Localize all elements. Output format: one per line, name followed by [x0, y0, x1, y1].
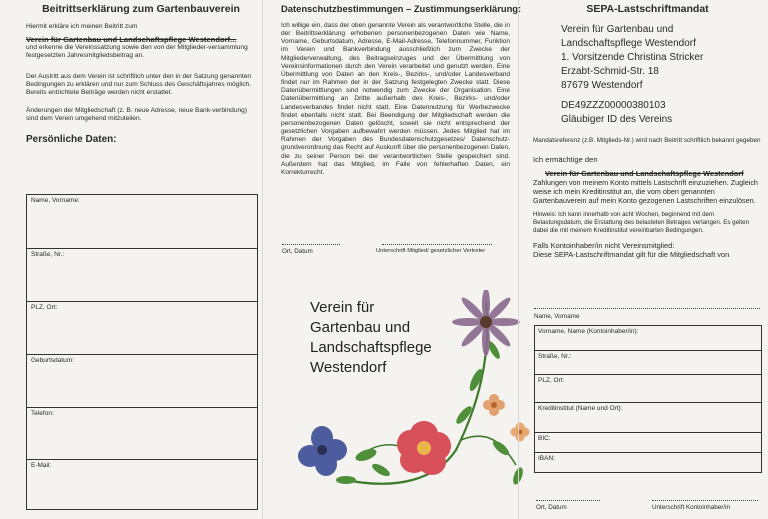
sepa-zip-city-label: PLZ, Ort:: [538, 377, 565, 384]
phone-field-label: Telefon:: [31, 410, 54, 417]
club-name-struck-sepa: Verein für Gartenbau und Landschaftspflege Westendorf: [545, 168, 744, 178]
creditor-id: DE49ZZZ00000380103: [561, 100, 666, 111]
email-field[interactable]: [27, 459, 257, 510]
account-holder-name-label: Vorname, Name (Kontoinhaber/in):: [538, 328, 639, 335]
personal-data-form: [26, 194, 258, 510]
changes-text: Änderungen der Mitgliedschaft (z. B. neue Adresse, neue Bank-verbindung) sind dem Verein umgehend mitzuteilen.: [26, 107, 248, 123]
account-holder-signature-label: Unterschrift Kontoinhaber/in: [652, 504, 731, 511]
nonmember-text: Falls Kontoinhaber/in nicht Vereinsmitglied:: [533, 240, 675, 250]
creditor-address: [561, 23, 762, 127]
sepa-street-field[interactable]: [535, 350, 761, 375]
birthdate-field-label: Geburtsdatum:: [31, 357, 74, 364]
zip-city-field-label: PLZ, Ort:: [31, 304, 58, 311]
nonmember-text-2: Diese SEPA-Lastschriftmandat gilt für die Mitgliedschaft von: [533, 250, 730, 260]
zip-city-field[interactable]: [27, 301, 257, 355]
address-line: Verein für Gartenbau und: [561, 24, 674, 35]
date-label: Ort, Datum: [282, 248, 313, 255]
personal-data-heading: Persönliche Daten:: [26, 133, 117, 145]
member-signature-line[interactable]: [382, 244, 492, 245]
address-line: Landschaftspflege Westendorf: [561, 38, 696, 49]
membership-title: Beitrittserklärung zum Gartenbauverein: [42, 3, 240, 15]
member-name-line[interactable]: [534, 308, 760, 309]
phone-field[interactable]: [27, 407, 257, 460]
exit-text: Der Austritt aus dem Verein ist schriftlich unter den in der Satzung genannten Bedingungen zu erklären und nur zum Schluss des Geschäftsjahres möglich. Bereits entrichtete Beiträge werden nicht erstattet.: [26, 72, 252, 97]
name-field[interactable]: [27, 195, 257, 248]
authorize-text: Ich ermächtige den: [533, 155, 598, 165]
logo-line: Landschaftspflege: [310, 339, 432, 356]
address-line: 87679 Westendorf: [561, 80, 643, 91]
bank-name-label: Kreditinstitut (Name und Ort):: [538, 405, 623, 412]
birthdate-field[interactable]: [27, 354, 257, 408]
sepa-date-label: Ort, Datum: [536, 504, 567, 511]
iban-field[interactable]: [535, 452, 761, 473]
email-field-label: E-Mail:: [31, 462, 52, 469]
privacy-body: Ich willige ein, dass der oben genannte Verein als verantwortliche Stelle, die in der Beitrittserklärung erhobenen personenbezogenen Daten wie Name, Vorname, Geburtsdatum, Adresse, E-Mail-Adresse, Telefonnummer, Funktion im Verein und Bankverbindung ausschließlich zum Zwecke der Mitgliederverwaltung, des Beitragseinzuges und der Übermittlung von Vereinsinformationen durch den Verein verarbeitet und genutzt werden. Eine Übermittlung von Daten an den Kreis-, Bezirks-, und/oder Landesverband findet nur im Rahmen der in der Satzung festgelegten Zwecke statt. Diese Datenübermittlungen sind notwendig zum Zwecke der Organisation. Eine Datenübermittlung an Dritte außerhalb des Kreis-, Bezirks- und/oder Landesverbandes findet nicht statt. Eine Datennutzung für Werbezwecke findet ebenfalls nicht statt. Bei Beendigung der Mitgliedschaft werden die personenbezogenen Daten gelöscht, soweit sie nicht entsprechend der gesetzlichen Vorgaben aufbewahrt werden müssen. Jedes Mitglied hat im Rahmen der Vorgaben des Bundesdatenschutzgesetzes/ Datenschutz-grundverordnung das Recht auf Auskunft über die personenbezogenen Daten, die zu seiner Person bei der verantwortlichen Stelle gespeichert sind. Außerdem hat das Mitglied, im Falle von fehlerhaften Daten, ein Korrekturrecht.: [281, 22, 510, 176]
street-field-label: Straße, Nr.:: [31, 251, 65, 258]
intro-text-2: und erkenne die Vereinssatzung sowie den von der Mitglieder-versammlung festgesetzten Jahresmitgliedsbeitrag an.: [26, 44, 248, 60]
club-name-struck: Verein für Gartenbau und Landschaftspflege Westendorf...: [26, 35, 237, 45]
logo-line: Verein für: [310, 299, 375, 316]
bank-name-field[interactable]: [535, 402, 761, 433]
iban-label: IBAN:: [538, 455, 555, 462]
authorize-text-2: Zahlungen von meinem Konto mittels Lastschrift einzuziehen. Zugleich weise ich mein Kreditinstitut an, die vom oben genannten Gartenbauverein auf mein Konto gezogenen Lastschriften einzulösen.: [533, 177, 758, 205]
address-line: Erzabt-Schmid-Str. 18: [561, 66, 659, 77]
sepa-date-line[interactable]: [536, 500, 600, 501]
account-holder-form: [534, 325, 762, 473]
street-field[interactable]: [27, 248, 257, 302]
date-signature-line[interactable]: [282, 244, 340, 245]
sepa-street-label: Straße, Nr.:: [538, 353, 572, 360]
bic-label: BIC:: [538, 435, 551, 442]
logo-line: Gartenbau und: [310, 319, 411, 336]
mandate-reference: Mandatsreferenz (z.B. Mitglieds-Nr.) wird nach Beitritt schriftlich bekannt gegeben: [533, 137, 761, 144]
pressed-flowers-illustration: [286, 290, 536, 515]
logo-line: Westendorf: [310, 359, 387, 376]
privacy-title: Datenschutzbestimmungen – Zustimmungserklärung:: [281, 3, 522, 14]
sepa-zip-city-field[interactable]: [535, 374, 761, 403]
refund-hint: Hinweis: Ich kann innerhalb von acht Wochen, beginnend mit dem Belastungsdatum, die Erstattung des belasteten Betrages verlangen. Es gelten dabei die mit meinem Kreditinstitut vereinbarten Bedingungen.: [533, 210, 750, 234]
account-holder-signature-line[interactable]: [652, 500, 758, 501]
intro-text: Hiermit erkläre ich meinen Beitritt zum: [26, 23, 138, 30]
creditor-id-label: Gläubiger ID des Vereins: [561, 114, 673, 125]
account-holder-name-field[interactable]: [535, 326, 761, 350]
address-line: 1. Vorsitzende Christina Stricker: [561, 52, 704, 63]
bic-field[interactable]: [535, 432, 761, 453]
member-name-label: Name, Vorname: [534, 313, 580, 320]
member-signature-label: Unterschrift Mitglied/ gesetzlicher Vertreter: [376, 248, 486, 254]
name-field-label: Name, Vorname:: [31, 197, 80, 204]
sepa-title: SEPA-Lastschriftmandat: [586, 3, 709, 15]
